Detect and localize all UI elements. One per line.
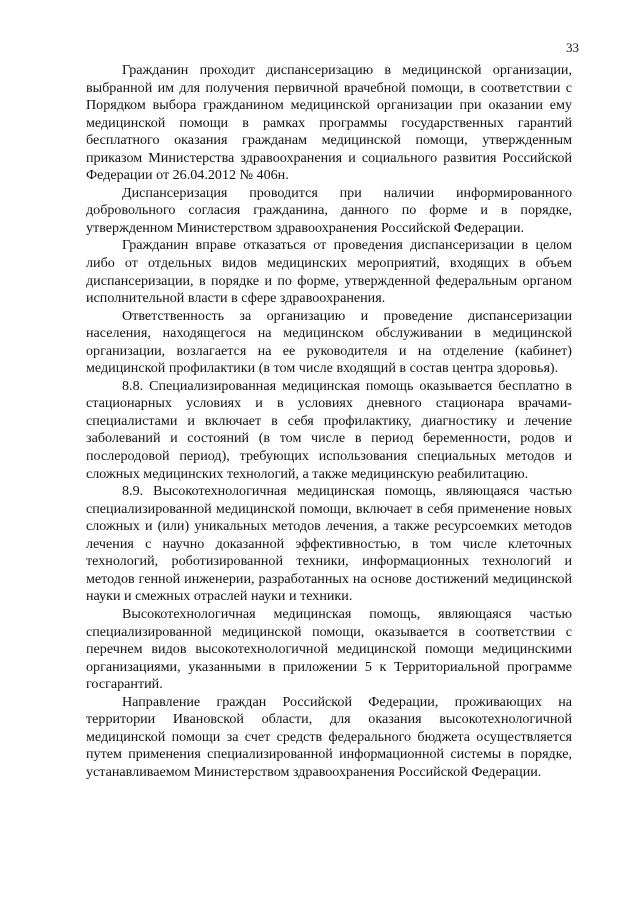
paragraph-informed-consent: Диспансеризация проводится при наличии информированного добровольного согласия гражданина, данного по форме и в порядке, утвержденном Министерством здравоохранения Российской Федерации. — [86, 184, 572, 236]
page-number: 33 — [566, 40, 579, 55]
paragraph-referral: Направление граждан Российской Федерации, проживающих на территории Ивановской области, для оказания высокотехнологичной медицинской помощи за счет средств федерального бюджета осуществляется путем применения специализированной информационной системы в порядке, устанавливаемом Министерством здравоохранения Российской Федерации. — [86, 693, 572, 780]
paragraph-responsibility: Ответственность за организацию и проведение диспансеризации населения, находящегося на медицинском обслуживании в медицинской организации, возлагается на ее руководителя и на отделение (кабинет) медицинской профилактики (в том числе входящий в состав центра здоровья). — [86, 307, 572, 377]
paragraph-specialized-care: 8.8. Специализированная медицинская помощь оказывается бесплатно в стационарных условиях и в условиях дневного стационара врачами-специалистами и включает в себя профилактику, диагностику и лечение заболеваний и состояний (в том числе в период беременности, родов и послеродовой период), требующих использования специальных методов и сложных медицинских технологий, а также медицинскую реабилитацию. — [86, 377, 572, 482]
paragraph-right-to-refuse: Гражданин вправе отказаться от проведения диспансеризации в целом либо от отдельных видов медицинских мероприятий, входящих в объем диспансеризации, в порядке и по форме, утвержденной федеральным органом исполнительной власти в сфере здравоохранения. — [86, 237, 572, 307]
paragraph-dispensarization-place: Гражданин проходит диспансеризацию в медицинской организации, выбранной им для получения первичной врачебной помощи, в соответствии с Порядком выбора гражданином медицинской организации при оказании ему медицинской помощи в рамках программы государственных гарантий бесплатного оказания гражданам медицинской помощи, утвержденным приказом Министерства здравоохранения и социального развития Российской Федерации от 26.04.2012 № 406н. — [86, 62, 572, 184]
paragraph-high-tech-list: Высокотехнологичная медицинская помощь, являющаяся частью специализированной медицинской помощи, оказывается в соответствии с перечнем видов высокотехнологичной медицинской помощи медицинскими организациями, указанными в приложении 5 к Территориальной программе госгарантий. — [86, 605, 572, 693]
paragraph-high-tech-care: 8.9. Высокотехнологичная медицинская помощь, являющаяся частью специализированной медицинской помощи, включает в себя применение новых сложных и (или) уникальных методов лечения, а также ресурсоемких методов лечения с научно доказанной эффективностью, в том числе клеточных технологий, роботизированной техники, информационных технологий и методов генной инженерии, разработанных на основе достижений медицинской науки и смежных отраслей науки и техники. — [86, 483, 572, 605]
document-body — [86, 62, 572, 781]
